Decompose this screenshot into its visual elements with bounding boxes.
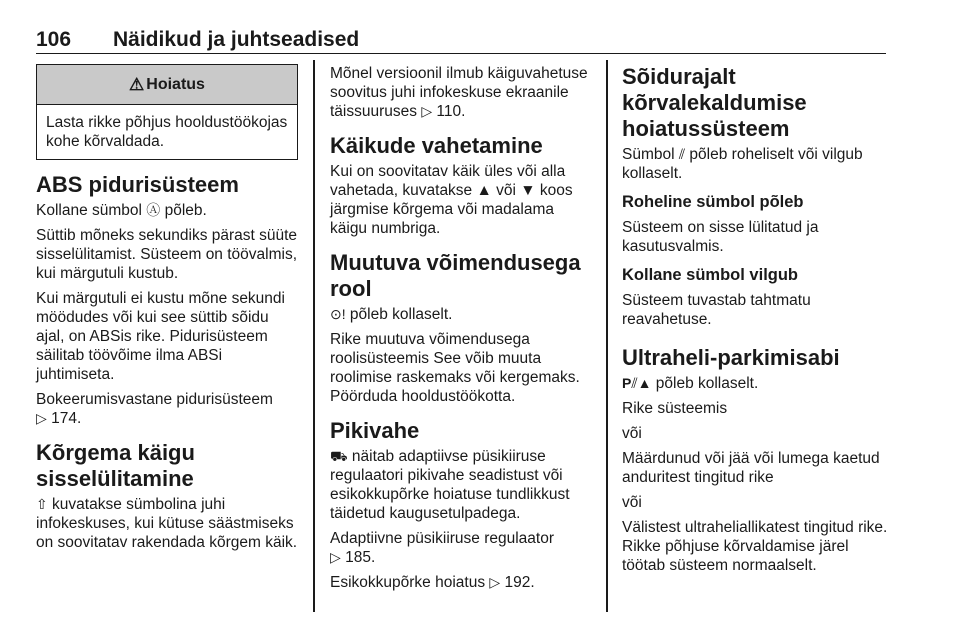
column-3 [622, 64, 890, 581]
parking-paragraph-2: Rike süsteemis [622, 400, 728, 417]
parking-paragraph-1: P⫽▲ põleb kollaselt. [622, 375, 759, 392]
warning-text: Lasta rikke põhjus hooldustöökojas kohe kõrvaldada. [46, 114, 288, 150]
lane-departure-icon: ⫽ [678, 146, 686, 162]
distance-paragraph-2: Adaptiivne püsikiiruse regulaator ▷ 185. [330, 530, 555, 566]
steering-paragraph-1: ⊙! põleb kollaselt. [330, 306, 453, 323]
distance-paragraph-3: Esikokkupõrke hoiatus ▷ 192. [330, 574, 535, 591]
lane-subheading-green: Roheline sümbol põleb [622, 193, 804, 211]
column-2 [330, 64, 592, 598]
parking-sensor-icon: P⫽▲ [622, 375, 652, 391]
warning-box [36, 64, 298, 160]
lane-paragraph-2: Süsteem on sisse lülitatud ja kasutusvalmis. [622, 219, 819, 255]
parking-or-2: või [622, 494, 642, 511]
abs-heading: ABS pidurisüsteem [36, 172, 239, 197]
page-header [36, 14, 886, 54]
abs-paragraph-4: Bokeerumisvastane pidurisüsteem ▷ 174. [36, 391, 273, 427]
vehicle-distance-icon: ⛟ [330, 448, 348, 464]
warning-triangle-icon: ⚠ [129, 74, 145, 94]
lane-paragraph-1: Sümbol ⫽ põleb roheliselt või vilgub kollaselt. [622, 146, 863, 182]
lane-paragraph-3: Süsteem tuvastab tahtmatu reavahetuse. [622, 292, 811, 328]
page-title: Näidikud ja juhtseadised [113, 28, 360, 51]
parking-heading: Ultraheli-parkimisabi [622, 345, 840, 370]
arrow-down-icon: ▼ [520, 182, 536, 199]
lane-heading: Sõidurajalt kõrvalekaldumise hoiatussüsteem [622, 64, 807, 141]
page-reference-icon: ▷ [36, 410, 47, 426]
steering-icon: ⊙! [330, 306, 346, 322]
abs-paragraph-2: Süttib mõneks sekundiks pärast süüte sisselülitamist. Süsteem on töövalmis, kui märgutuli kustub. [36, 227, 298, 282]
gear-heading: Kõrgema käigu sisselülitamine [36, 440, 195, 491]
gear-shift-icon: ⇧ [36, 496, 48, 512]
page-number: 106 [36, 28, 72, 51]
abs-paragraph-3: Kui märgutuli ei kustu mõne sekundi möödudes või kui see süttib sõidu ajal, on ABSis rike. Pidurisüsteem säilitab töövõime ilma ABSi juhtimiseta. [36, 290, 285, 383]
abs-icon: Ⓐ [146, 202, 161, 218]
steering-heading: Muutuva võimendusega rool [330, 250, 581, 301]
page-reference-icon: ▷ [330, 549, 341, 565]
shift-intro: Mõnel versioonil ilmub käiguvahetuse soovitus juhi infokeskuse ekraanile täissuuruses ▷ 110. [330, 65, 588, 120]
arrow-up-icon: ▲ [476, 182, 492, 199]
distance-heading: Pikivahe [330, 418, 420, 443]
parking-paragraph-4: Välistest ultraheliallikatest tingitud rike. Rikke põhjuse kõrvaldamise järel töötab süsteem normaalselt. [622, 519, 888, 574]
shift-heading: Käikude vahetamine [330, 133, 543, 158]
gear-paragraph-1: ⇧ kuvatakse sümbolina juhi infokeskuses, kui kütuse säästmiseks on soovitatav rakendada kõrgem käik. [36, 496, 298, 551]
steering-paragraph-2: Rike muutuva võimendusega roolisüsteemis See võib muuta roolimise raskemaks või kergemaks. Pöörduda hooldustöökotta. [330, 331, 580, 405]
parking-paragraph-3: Määrdunud või jää või lumega kaetud anduritest tingitud rike [622, 450, 880, 486]
parking-or-1: või [622, 425, 642, 442]
warning-title: Hoiatus [146, 75, 205, 93]
shift-paragraph-1: Kui on soovitatav käik üles või alla vahetada, kuvatakse ▲ või ▼ koos järgmise kõrgema või madalama käigu numbriga. [330, 163, 573, 237]
lane-subheading-yellow: Kollane sümbol vilgub [622, 266, 799, 284]
warning-header [37, 65, 297, 105]
page-reference-icon: ▷ [489, 574, 501, 590]
column-1 [36, 64, 298, 558]
abs-paragraph-1: Kollane sümbol Ⓐ põleb. [36, 202, 207, 219]
page-reference-icon: ▷ [421, 103, 433, 119]
distance-paragraph-1: ⛟ näitab adaptiivse püsikiiruse regulaatori pikivahe seadistust või esikokkupõrke hoiatuse tundlikkust täidetud kaugusetulpadega. [330, 448, 570, 522]
column-divider-1 [313, 60, 315, 612]
column-divider-2 [606, 60, 608, 612]
